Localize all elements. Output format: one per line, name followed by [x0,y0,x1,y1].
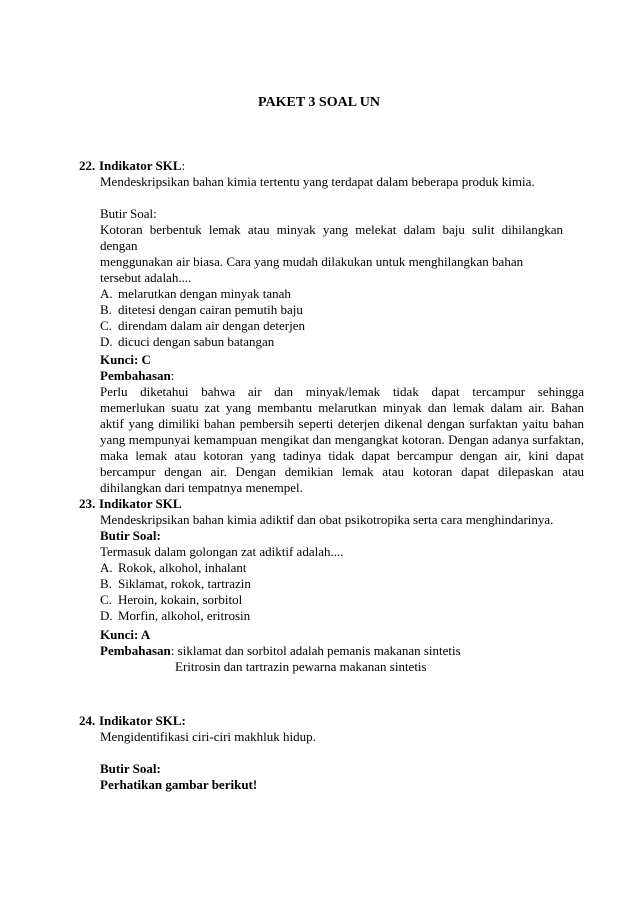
pembahasan-text: : siklamat dan sorbitol adalah pemanis makanan sintetis [170,643,461,658]
indicator-label: Indikator SKL [99,496,182,511]
option-a [100,560,563,576]
option-c [100,592,563,608]
pembahasan-colon: : [170,368,175,383]
question-text-line: tersebut adalah.... [100,270,192,285]
explanation-line: maka lemak atau kotoran yang tadinya tidak dapat bercampur dengan air, kini dapat [100,448,584,463]
question-text-line: menggunakan air biasa. Cara yang mudah dilakukan untuk menghilangkan bahan [100,254,524,269]
option-text: Rokok, alkohol, inhalant [118,560,247,575]
question-23-answer [79,627,584,675]
explanation-line: yang mempunyai kemampuan mengikat dan mengangkat kotoran. Dengan adanya surfaktan, [100,432,584,447]
pembahasan-text-continued: Eritrosin dan tartrazin pewarna makanan sintetis [175,659,427,674]
explanation-line: Perlu diketahui bahwa air dan minyak/lemak tidak dapat tercampur sehingga [100,384,584,399]
answer-key: Kunci: A [100,627,151,642]
answer-key: Kunci: C [100,352,151,367]
option-d [100,608,563,624]
page-title: PAKET 3 SOAL UN [257,95,380,110]
option-letter: C. [100,318,112,333]
option-letter: D. [100,608,113,623]
question-22 [79,158,563,350]
butir-soal-label: Butir Soal: [100,761,161,776]
pembahasan-label: Pembahasan [100,368,171,383]
butir-soal-label: Butir Soal: [100,206,157,221]
option-a [100,286,563,302]
option-c [100,318,563,334]
option-letter: C. [100,592,112,607]
indicator-text: Mendeskripsikan bahan kimia adiktif dan obat psikotropika serta cara menghindarinya. [100,512,554,527]
question-23-header [79,496,563,512]
instruction-text: Perhatikan gambar berikut! [100,777,258,792]
indicator-label: Indikator SKL: [99,713,186,728]
explanation-line: dihilangkan dari tempatnya menempel. [100,480,303,495]
option-letter: B. [100,576,112,591]
butir-soal-label: Butir Soal: [100,528,161,543]
explanation-line: memerlukan suatu zat yang membantu melarutkan minyak dan lemak dalam air. Bahan [100,400,584,415]
question-22-header [79,158,563,174]
option-d [100,334,563,350]
option-letter: A. [100,560,113,575]
option-text: Siklamat, rokok, tartrazin [118,576,251,591]
option-b [100,302,563,318]
option-text: Heroin, kokain, sorbitol [118,592,243,607]
option-letter: D. [100,334,113,349]
question-number: 23. [79,496,96,511]
option-text: Morfin, alkohol, eritrosin [118,608,251,623]
question-23 [79,496,563,624]
question-text-line: Kotoran berbentuk lemak atau minyak yang melekat dalam baju sulit dihilangkan dengan [100,222,563,253]
explanation-line: aktif yang dimiliki bahan pembersih seperti deterjen dikenal dengan surfaktan yaitu bahan [100,416,584,431]
question-24-header [79,713,563,729]
option-letter: B. [100,302,112,317]
question-number: 22. [79,158,96,173]
option-text: ditetesi dengan cairan pemutih baju [118,302,303,317]
pembahasan-label: Pembahasan [100,643,171,658]
explanation-line: bercampur dengan air. Dengan demikian lemak atau kotoran dapat dilepaskan atau [100,464,584,479]
question-24 [79,713,563,793]
option-b [100,576,563,592]
indicator-text: Mengidentifikasi ciri-ciri makhluk hidup. [100,729,316,744]
option-letter: A. [100,286,113,301]
option-text: dicuci dengan sabun batangan [118,334,275,349]
question-number: 24. [79,713,96,728]
question-text: Termasuk dalam golongan zat adiktif adalah.... [100,544,344,559]
indicator-colon: : [181,158,186,173]
indicator-text: Mendeskripsikan bahan kimia tertentu yang terdapat dalam beberapa produk kimia. [100,174,535,189]
question-22-answer [79,352,584,496]
option-text: direndam dalam air dengan deterjen [118,318,305,333]
indicator-label: Indikator SKL [99,158,182,173]
option-text: melarutkan dengan minyak tanah [118,286,291,301]
